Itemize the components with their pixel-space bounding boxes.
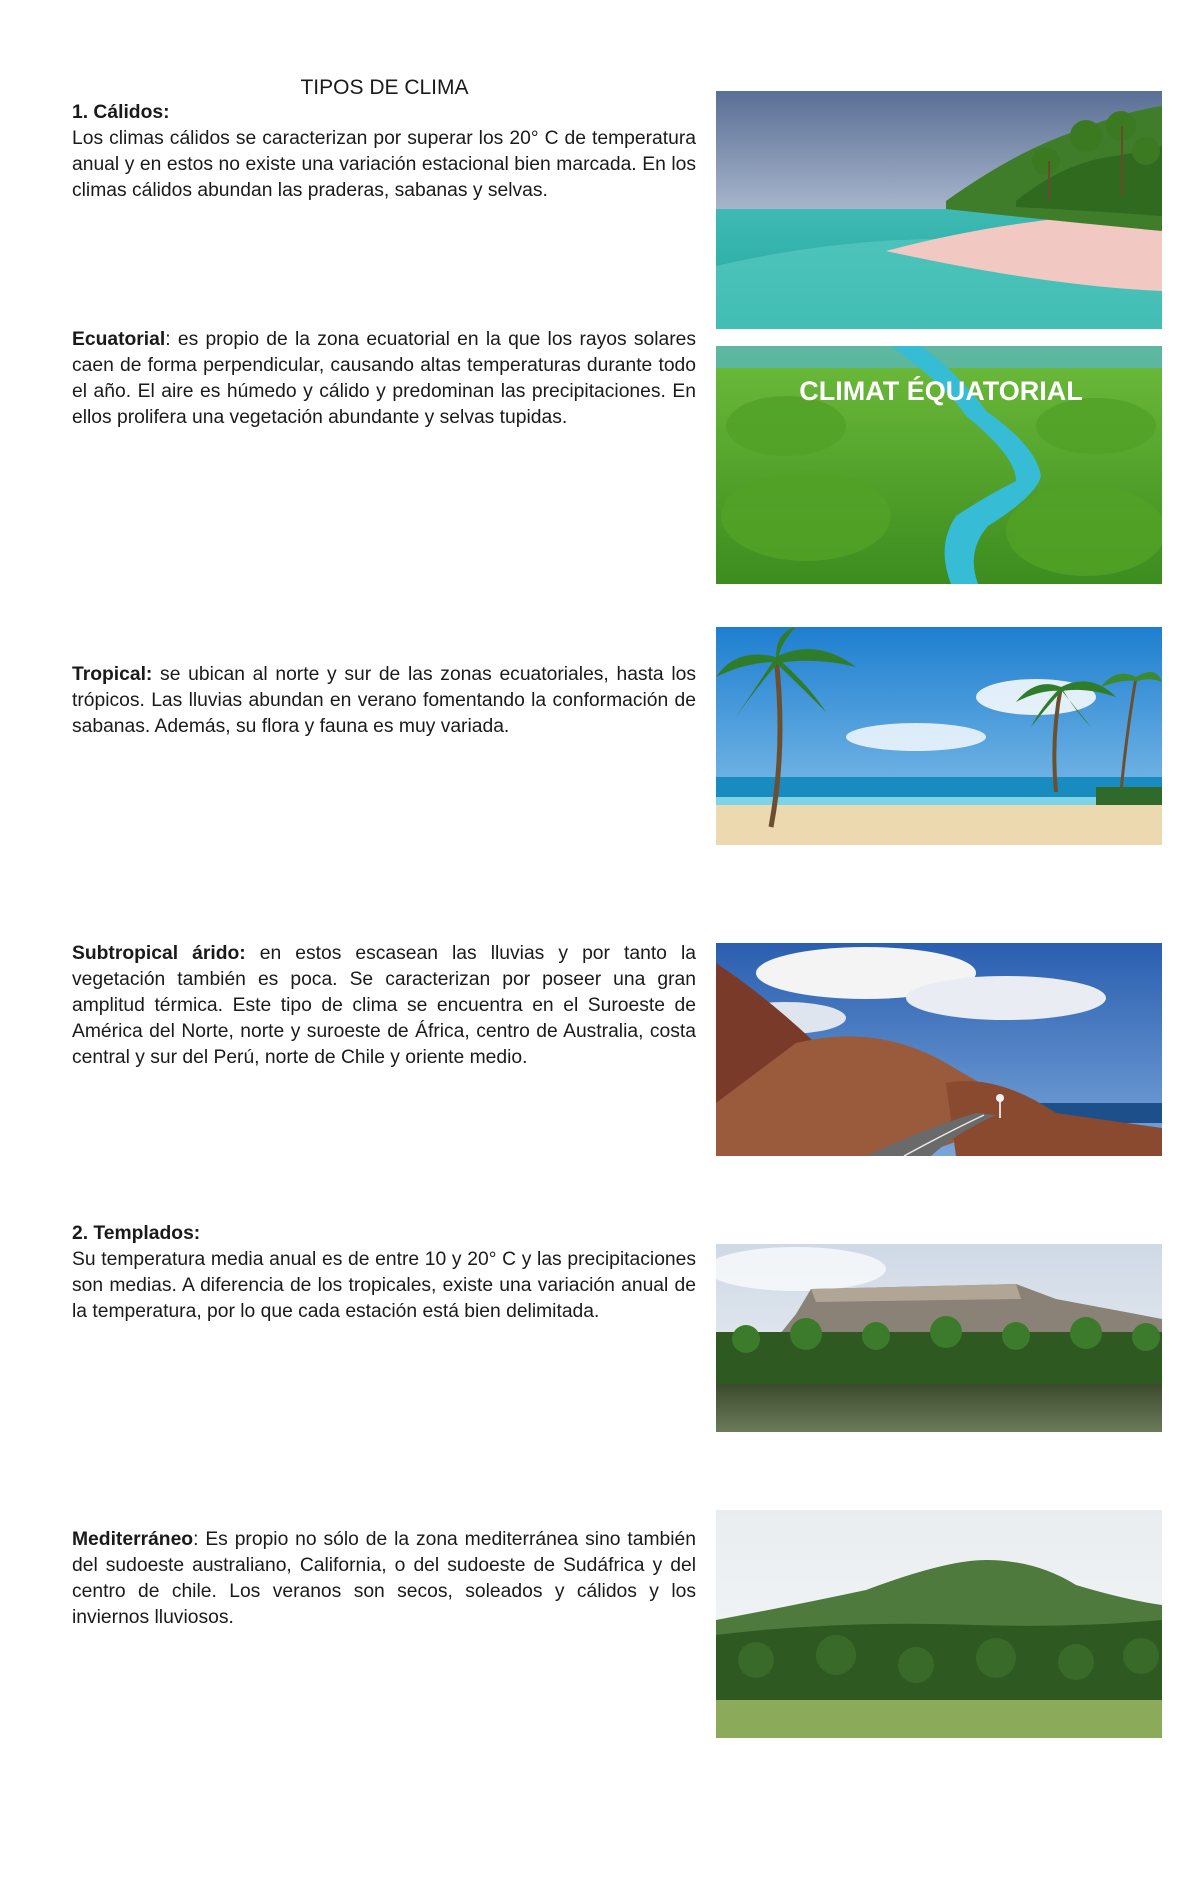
mediterranean-hill-photo bbox=[716, 1510, 1162, 1738]
section-term: Mediterráneo bbox=[72, 1529, 194, 1550]
section-term: Tropical: bbox=[72, 664, 153, 685]
section-paragraph bbox=[72, 1527, 696, 1631]
section-ecuatorial bbox=[72, 327, 696, 431]
section-term: Ecuatorial bbox=[72, 329, 166, 350]
equatorial-rainforest-river-photo bbox=[716, 346, 1162, 584]
section-text: Su temperatura media anual es de entre 10 y 20° C y las precipitaciones son medias. A diferencia de los tropicales, existe una variación anual de la temperatura, por lo que cada estación está bien delimitada. bbox=[72, 1249, 696, 1322]
section-text: en estos escasean las lluvias y por tanto la vegetación también es poca. Se caracterizan por poseer una gran amplitud térmica. Este tipo de clima se encuentra en el Suroeste de América del Norte, norte y suroeste de África, centro de Australia, costa central y sur del Perú, norte de Chile y oriente medio. bbox=[72, 943, 696, 1068]
section-term: Subtropical árido: bbox=[72, 943, 246, 964]
tropical-beach-photo bbox=[716, 91, 1162, 329]
section-heading: 2. Templados: bbox=[72, 1223, 201, 1244]
section-text: se ubican al norte y sur de las zonas ecuatoriales, hasta los trópicos. Las lluvias abundan en verano fomentando la conformación de sabanas. Además, su flora y fauna es muy variada. bbox=[72, 664, 696, 737]
document-title: TIPOS DE CLIMA bbox=[300, 76, 469, 99]
tepui-river-landscape-photo bbox=[716, 1244, 1162, 1432]
section-subtropical-arido bbox=[72, 941, 696, 1071]
section-paragraph bbox=[72, 327, 696, 431]
section-mediterraneo bbox=[72, 1527, 696, 1631]
section-heading: 1. Cálidos: bbox=[72, 102, 170, 123]
section-text: : es propio de la zona ecuatorial en la que los rayos solares caen de forma perpendicular, causando altas temperaturas durante todo el año. El aire es húmedo y cálido y predominan las precipitaciones. En ellos prolifera una vegetación abundante y selvas tupidas. bbox=[72, 329, 696, 428]
section-templados bbox=[72, 1221, 696, 1325]
section-text: Los climas cálidos se caracterizan por superar los 20° C de temperatura anual y en estos no existe una variación estacional bien marcada. En los climas cálidos abundan las praderas, sabanas y selvas. bbox=[72, 128, 696, 201]
image-caption: CLIMAT ÉQUATORIAL bbox=[799, 376, 1083, 406]
section-text: : Es propio no sólo de la zona mediterránea sino también del sudoeste australiano, California, o del sudoeste de Sudáfrica y del centro de chile. Los veranos son secos, soleados y cálidos y los inviernos lluviosos. bbox=[72, 1529, 696, 1628]
section-tropical bbox=[72, 662, 696, 740]
section-calidos bbox=[72, 100, 696, 204]
section-paragraph bbox=[72, 662, 696, 740]
section-paragraph bbox=[72, 941, 696, 1071]
palm-tree-beach-photo bbox=[716, 627, 1162, 845]
arid-coastal-road-photo bbox=[716, 943, 1162, 1156]
